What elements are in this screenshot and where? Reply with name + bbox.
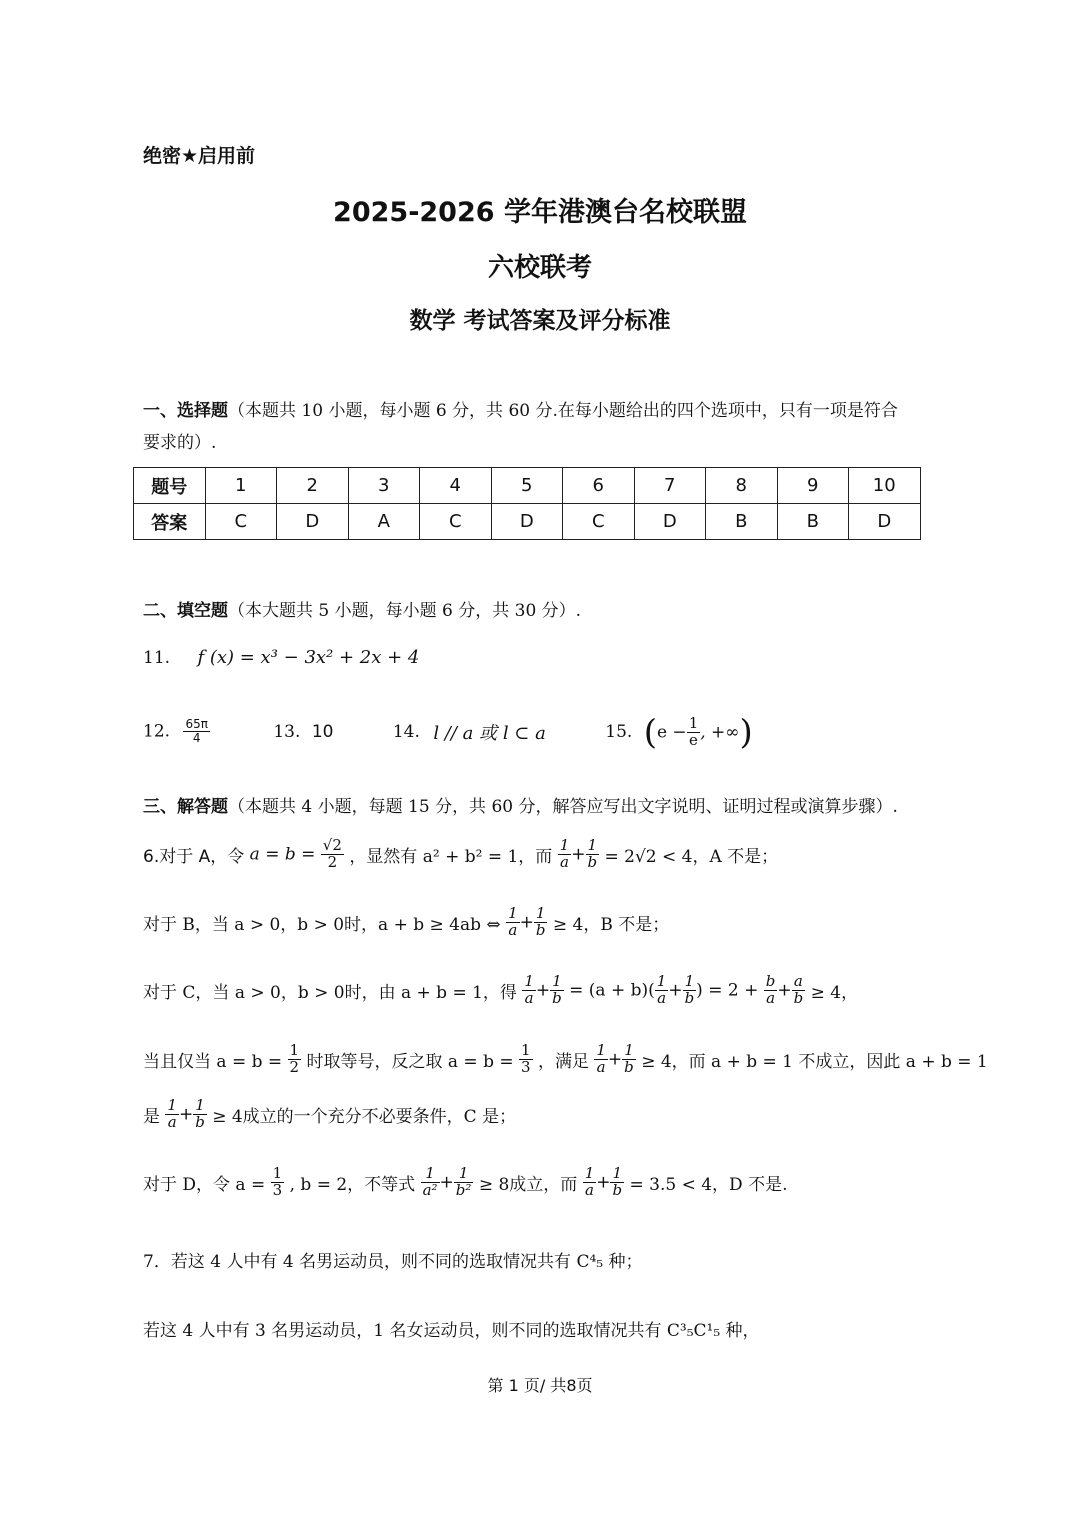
section1-heading-line	[143, 396, 898, 421]
solution-6-option-d: 对于 D，令 a = $\frac{1}{3}$ , b = 2，不等式 $\frac{1}{\text{a²}}$ + $\frac{1}{\text{b²}}$ ≥ 8成立，而 $\frac{1}{a}$ + $\frac{1}{b}$ = 3.5 < 4，D 不是.	[143, 1164, 788, 1199]
question-number: 12.	[143, 721, 171, 742]
question-number: 13.	[273, 721, 301, 742]
section2-heading: 二、填空题	[143, 601, 228, 621]
answer-11	[143, 647, 419, 668]
answer-13-value: 10	[311, 721, 334, 742]
section1-heading: 一、选择题	[143, 401, 228, 421]
answer-11-value: f (x) = x³ − 3x² + 2x + 4	[197, 647, 420, 668]
table-cell: 10	[849, 468, 921, 504]
table-cell: 7	[634, 468, 706, 504]
solution-7-line1: 7．若这 4 人中有 4 名男运动员，则不同的选取情况共有 C⁴₅ 种；	[143, 1252, 643, 1272]
question-number: 14.	[392, 721, 420, 742]
answer-table	[133, 467, 921, 540]
table-cell: C	[205, 504, 277, 540]
table-cell: A	[348, 504, 420, 540]
exam-title: 2025-2026 学年港澳台名校联盟	[333, 197, 747, 228]
table-cell: B	[706, 504, 778, 540]
answers-12-15	[143, 712, 753, 756]
table-row	[134, 468, 921, 504]
section3-desc: （本题共 4 小题，每题 15 分，共 60 分，解答应写出文字说明、证明过程或演算步骤）.	[228, 797, 898, 817]
fraction-numerator: 65π	[185, 717, 208, 732]
table-cell: D	[277, 504, 349, 540]
solution-6-option-c: 对于 C，当 a > 0，b > 0时，由 a + b = 1，得 $\frac{1}{a}$ + $\frac{1}{b}$ = (a + b)( $\frac{1}{a}$ + $\frac{1}{b}$ ) = 2 + $\frac{b}{a}$ + $\frac{a}{b}$ ≥ 4，	[143, 972, 859, 1007]
solution-7-line2: 若这 4 人中有 3 名男运动员，1 名女运动员，则不同的选取情况共有 C³₅C¹₅ 种，	[143, 1321, 760, 1341]
section1-desc-cont: 要求的）.	[143, 433, 217, 453]
table-cell: 3	[348, 468, 420, 504]
section1-desc: （本题共 10 小题，每小题 6 分，共 60 分.在每小题给出的四个选项中，只有一项是符合	[228, 401, 898, 421]
document-title: 数学 考试答案及评分标准	[409, 308, 671, 334]
question-number: 15.	[605, 721, 633, 742]
section3-heading-line	[143, 792, 898, 817]
table-cell: D	[634, 504, 706, 540]
table-cell: D	[491, 504, 563, 540]
fraction-denominator: 4	[192, 731, 201, 745]
question-number: 11.	[143, 648, 171, 668]
section2-desc: （本大题共 5 小题，每小题 6 分，共 30 分）.	[228, 601, 582, 621]
answer-12-fraction	[183, 718, 210, 744]
confidential-label: 绝密★启用前	[143, 145, 256, 167]
solution-6-option-c-conclusion: 是 $\frac{1}{a}$ + $\frac{1}{b}$ ≥ 4成立的一个充分不必要条件，C 是；	[143, 1096, 517, 1131]
table-cell: C	[563, 504, 635, 540]
table-cell: 8	[706, 468, 778, 504]
answer-15-value: (e − $\frac{1}{e}$ , +∞)	[643, 712, 753, 752]
section2-heading-line	[143, 596, 581, 621]
table-cell: D	[849, 504, 921, 540]
table-cell: C	[420, 504, 492, 540]
table-cell: 9	[777, 468, 849, 504]
solution-6-option-a: 6.对于 A，令 a = b = $\frac{√2}{2}$ ，显然有 a² + b² = 1，而 $\frac{1}{a}$ + $\frac{1}{b}$ = 2√2 < 4，A 不是；	[143, 836, 779, 871]
table-row	[134, 504, 921, 540]
solution-6-option-b: 对于 B，当 a > 0，b > 0时，a + b ≥ 4ab ⇔ $\frac{1}{a}$ + $\frac{1}{b}$ ≥ 4，B 不是；	[143, 904, 670, 939]
table-cell: 2	[277, 468, 349, 504]
table-cell: 4	[420, 468, 492, 504]
table-cell: B	[777, 504, 849, 540]
answer-15-fraction: $\frac{1}{e}$	[688, 713, 699, 749]
answer-14-value: l // a 或 l ⊂ a	[433, 722, 546, 744]
table-row-label: 答案	[134, 504, 206, 540]
section3-heading: 三、解答题	[143, 797, 228, 817]
page-footer: 第 1 页/ 共8页	[487, 1376, 593, 1395]
table-row-label: 题号	[134, 468, 206, 504]
table-cell: 1	[205, 468, 277, 504]
exam-subtitle: 六校联考	[487, 253, 592, 283]
table-cell: 5	[491, 468, 563, 504]
table-cell: 6	[563, 468, 635, 504]
solution-6-option-c-cont: 当且仅当 a = b = $\frac{1}{2}$ 时取等号，反之取 a = b = $\frac{1}{3}$ ，满足 $\frac{1}{a}$ + $\frac{1}{b}$ ≥ 4，而 a + b = 1 不成立，因此 a + b = 1	[143, 1041, 988, 1076]
